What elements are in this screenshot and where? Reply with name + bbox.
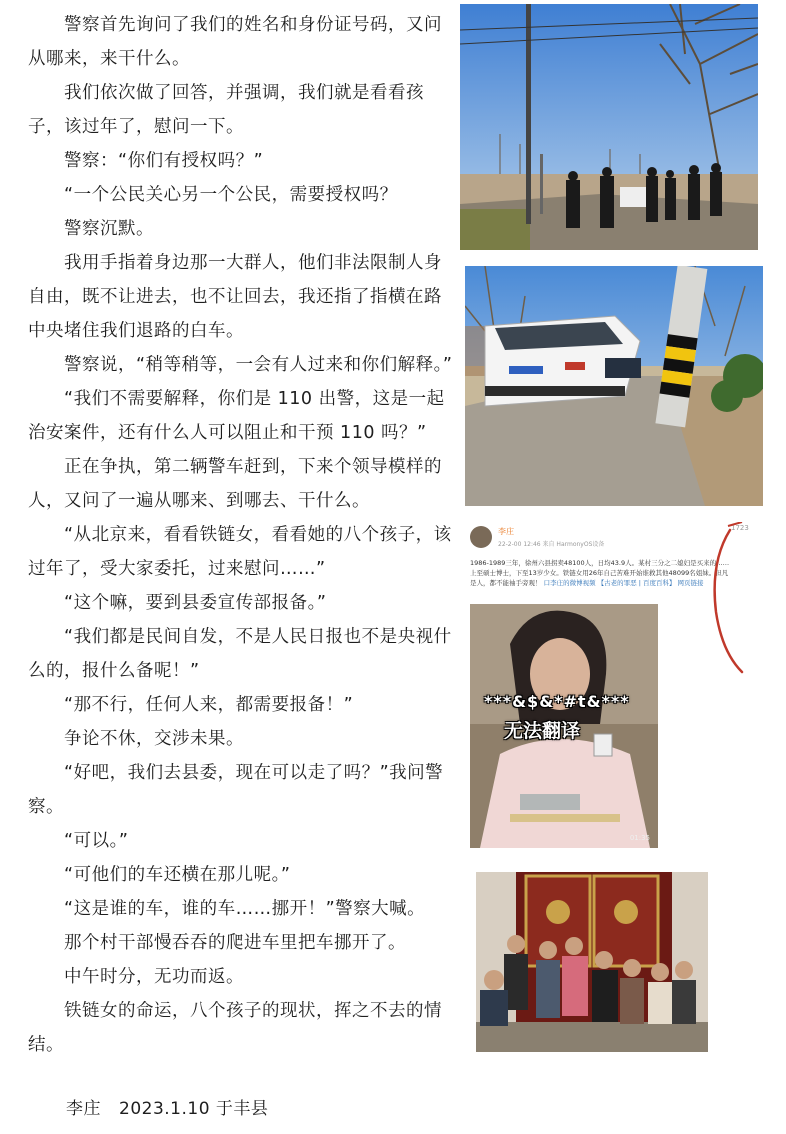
paragraph: 我们依次做了回答，并强调，我们就是看看孩子，该过年了，慰问一下。: [28, 83, 424, 137]
paragraph: “我们不需要解释，你们是 110 出警，这是一起治安案件，还有什么人可以阻止和干预 110 吗？”: [28, 389, 445, 443]
paragraph: 警察说，“稍等稍等，一会有人过来和你们解释。”: [64, 355, 453, 375]
photo-children-group: [476, 872, 708, 1052]
paragraph: “从北京来，看看铁链女，看看她的八个孩子，该过年了，受大家委托，过来慰问……”: [28, 525, 452, 579]
signature: [66, 1094, 268, 1119]
video-timestamp: 01:35: [629, 834, 650, 842]
weibo-post-screenshot: [466, 522, 768, 852]
weibo-text: 1986-1989三年，徐州六县拐卖48100人，日均43.9人。某村三分之二媳妇是买来的……上至硕士博士，下至13岁少女。铁链女用26年自己苦难开始谁救其他48099名姐妹。但凡是人，都不能袖手旁观！: [470, 559, 730, 587]
paragraph: 争论不休，交涉未果。: [64, 729, 244, 749]
paragraph: 中午时分，无功而返。: [64, 967, 244, 987]
video-caption-text: 无法翻译: [504, 720, 581, 742]
paragraph: “一个公民关心另一个公民，需要授权吗？: [64, 185, 398, 205]
paragraph: 警察沉默。: [64, 219, 154, 239]
paragraph: “这是谁的车，谁的车……挪开！”警察大喊。: [64, 899, 426, 919]
paragraph: “那不行，任何人来，都需要报备！”: [64, 695, 354, 715]
paragraph: 正在争执，第二辆警车赶到，下来个领导模样的人，又问了一遍从哪来、到哪去、干什么。: [28, 457, 442, 511]
paragraph: “好吧，我们去县委，现在可以走了吗？”我问警察。: [28, 763, 444, 817]
signature-author: 李庄: [66, 1099, 101, 1119]
paragraph: 警察首先询问了我们的姓名和身份证号码，又问从哪来，来干什么。: [28, 15, 442, 69]
paragraph: 警察：“你们有授权吗？”: [64, 151, 264, 171]
photo-white-car-blocking-road: [465, 266, 763, 506]
photo-white-car-image: [465, 266, 763, 506]
signature-date: 2023.1.10 于丰县: [119, 1099, 269, 1119]
article-text: [28, 8, 456, 1062]
paragraph: 铁链女的命运，八个孩子的现状，挥之不去的情结。: [28, 1001, 442, 1055]
weibo-body: [470, 558, 732, 588]
paragraph: “我们都是民间自发，不是人民日报也不是央视什么的，报什么备呢！”: [28, 627, 452, 681]
paragraph: “这个嘛，要到县委宣传部报备。”: [64, 593, 327, 613]
paragraph: 那个村干部慢吞吞的爬进车里把车挪开了。: [64, 933, 406, 953]
paragraph: “可他们的车还横在那儿呢。”: [64, 865, 291, 885]
weibo-username: 李庄: [498, 527, 514, 536]
paragraph: 我用手指着身边那一大群人，他们非法限制人身自由，既不让进去，也不让回去，我还指了指横在路中央堵住我们退路的白车。: [28, 253, 442, 341]
weibo-meta: 22-2-00 12:46 来自 HarmonyOS设备: [498, 541, 605, 548]
photo-children-image: [476, 872, 708, 1052]
photo-police-on-road-image: [460, 4, 758, 250]
weibo-link: 口李庄的微博视频 【古老的罪恶 | 百度百科】 网页链接: [543, 579, 704, 587]
photo-police-on-road: [460, 4, 758, 250]
weibo-video-frame: [470, 604, 658, 848]
paragraph: “可以。”: [64, 831, 129, 851]
avatar: [470, 526, 492, 548]
weibo-like-count: 1723: [731, 524, 749, 532]
video-caption-symbols: ***&$&*#t&***: [484, 692, 630, 711]
